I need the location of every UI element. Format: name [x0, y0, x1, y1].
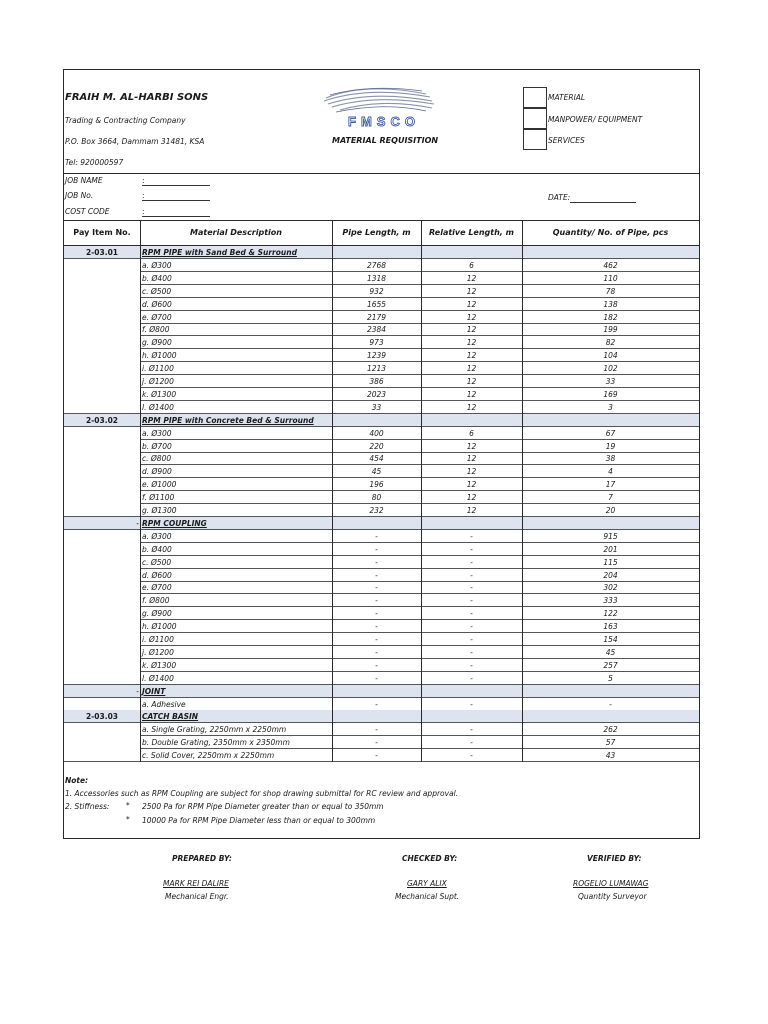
quantity-cell: 169 [603, 389, 618, 399]
description-cell: g. Ø900 [142, 338, 172, 348]
prepared-by-title: Mechanical Engr. [165, 892, 229, 901]
quantity-cell: 182 [603, 312, 618, 322]
pipe-length-cell: 1655 [366, 299, 387, 309]
pipe-length-cell: - [375, 544, 378, 554]
header-bottom-border [64, 245, 699, 246]
relative-length-cell: 12 [466, 299, 477, 309]
description-cell: a. Ø300 [142, 428, 172, 438]
pay-item-cell [64, 646, 140, 659]
doc-title: MATERIAL REQUISITION [332, 136, 439, 145]
checked-by-label: CHECKED BY: [402, 854, 458, 863]
notes-stiffness-label: 2. Stiffness: [65, 802, 110, 811]
description-cell: d. Ø900 [142, 467, 172, 477]
pay-item-cell [64, 388, 140, 401]
pay-item-cell [64, 491, 140, 504]
requisition-sheet [63, 69, 700, 839]
pay-item-cell [64, 543, 140, 556]
quantity-cell: 19 [605, 441, 616, 451]
relative-length-cell: 12 [466, 325, 477, 335]
table-row [64, 620, 699, 633]
verified-by-name: ROGELIO LUMAWAG [573, 879, 649, 888]
description-cell: f. Ø1100 [142, 493, 175, 503]
relative-length-cell: - [470, 738, 473, 748]
relative-length-cell: 12 [466, 441, 477, 451]
pipe-length-cell: 1318 [366, 273, 387, 283]
pay-item-cell [64, 465, 140, 478]
table-row [64, 401, 699, 414]
relative-length-cell: 12 [466, 364, 477, 374]
checked-by-name: GARY ALIX [407, 879, 447, 888]
notes-title: Note: [65, 776, 89, 785]
pipe-length-cell: - [375, 673, 378, 683]
pipe-length-cell: 2768 [366, 260, 387, 270]
section-title: CATCH BASIN [142, 712, 199, 722]
quantity-cell: 462 [603, 260, 618, 270]
relative-length-cell: 12 [466, 454, 477, 464]
pipe-length-cell: 1213 [366, 364, 387, 374]
relative-length-cell: - [470, 531, 473, 541]
table-row [64, 672, 699, 685]
table-row [64, 336, 699, 349]
quantity-cell: 7 [608, 493, 613, 503]
description-cell: a. Ø300 [142, 260, 172, 270]
pay-item-cell [64, 285, 140, 298]
pipe-length-cell: 33 [371, 402, 382, 412]
notes-bullet2: 10000 Pa for RPM Pipe Diameter less than or equal to 300mm [142, 816, 376, 825]
table-row [64, 272, 699, 285]
quantity-cell: 257 [603, 660, 618, 670]
company-line1: Trading & Contracting Company [65, 116, 186, 125]
table-row [64, 556, 699, 569]
description-cell: h. Ø1000 [142, 351, 177, 361]
pay-item-cell: 2-03.03 [85, 712, 119, 722]
relative-length-cell: - [470, 570, 473, 580]
description-cell: j. Ø1200 [142, 647, 174, 657]
description-cell: c. Ø800 [142, 454, 172, 464]
table-row [64, 491, 699, 504]
quantity-cell: 333 [603, 596, 618, 606]
relative-length-cell: 6 [469, 260, 474, 270]
pay-item-cell [64, 259, 140, 272]
pipe-length-cell: - [375, 725, 378, 735]
quantity-cell: 163 [603, 622, 618, 632]
pipe-length-cell: - [375, 583, 378, 593]
pipe-length-cell: - [375, 647, 378, 657]
pipe-length-cell: - [375, 699, 378, 709]
quantity-cell: 45 [605, 647, 616, 657]
checkbox-label-material: MATERIAL [548, 93, 586, 102]
relative-length-cell: - [470, 635, 473, 644]
job-no-label: JOB No. [65, 191, 94, 200]
pipe-length-cell: - [375, 622, 378, 632]
relative-length-cell: 12 [466, 467, 477, 477]
description-cell: b. Ø400 [142, 273, 172, 283]
pay-item-cell [64, 311, 140, 324]
cost-code-label: COST CODE [65, 207, 110, 216]
relative-length-cell: 12 [466, 286, 477, 296]
quantity-cell: 262 [603, 725, 618, 735]
pipe-length-cell: 2384 [366, 325, 387, 335]
table-row [64, 569, 699, 582]
table-row [64, 749, 699, 762]
quantity-cell: 5 [608, 673, 613, 683]
quantity-cell: 17 [605, 480, 616, 490]
table-row [64, 452, 699, 465]
description-cell: b. Double Grating, 2350mm x 2350mm [142, 738, 290, 748]
pipe-length-cell: 2023 [366, 389, 387, 399]
table-row [64, 594, 699, 607]
column-divider [140, 220, 141, 762]
quantity-cell: 3 [608, 402, 613, 412]
quantity-cell: 82 [605, 338, 616, 348]
pay-item-cell [64, 336, 140, 349]
section-row [64, 517, 699, 530]
column-divider [332, 220, 333, 762]
notes-bullet2-icon: * [126, 815, 130, 824]
col-pipe-length: Pipe Length, m [342, 228, 411, 237]
column-divider [522, 220, 523, 762]
description-cell: h. Ø1000 [142, 622, 177, 632]
relative-length-cell: - [470, 544, 473, 554]
pay-item-cell [64, 659, 140, 672]
description-cell: b. Ø400 [142, 544, 172, 554]
table-row [64, 530, 699, 543]
relative-length-cell: - [470, 725, 473, 735]
table-row [64, 607, 699, 620]
relative-length-cell: 12 [466, 389, 477, 399]
cost-code-field[interactable]: : [142, 207, 210, 217]
column-divider [421, 220, 422, 762]
description-cell: l. Ø1400 [142, 673, 174, 683]
relative-length-cell: - [470, 596, 473, 606]
checked-by-title: Mechanical Supt. [395, 892, 460, 901]
section-title: JOINT [142, 686, 166, 696]
divider [64, 173, 699, 174]
relative-length-cell: - [470, 583, 473, 593]
job-name-field[interactable]: : [142, 176, 210, 186]
pipe-length-cell: - [375, 596, 378, 606]
description-cell: e. Ø700 [142, 583, 172, 593]
pay-item-cell [64, 298, 140, 311]
description-cell: d. Ø600 [142, 299, 172, 309]
quantity-cell: 199 [603, 325, 618, 335]
quantity-cell: 204 [603, 570, 618, 580]
col-description: Material Description [190, 228, 282, 237]
pipe-length-cell: 220 [369, 441, 384, 451]
pipe-length-cell: - [375, 738, 378, 748]
col-quantity: Quantity/ No. of Pipe, pcs [552, 228, 669, 237]
pipe-length-cell: 386 [369, 377, 384, 386]
quantity-cell: 122 [603, 609, 618, 619]
table-row [64, 633, 699, 646]
pipe-length-cell: 45 [371, 467, 382, 477]
relative-length-cell: 12 [466, 493, 477, 503]
table-top-border [64, 220, 699, 221]
relative-length-cell: - [470, 609, 473, 619]
quantity-cell: 33 [605, 377, 616, 386]
pay-item-cell: - [136, 518, 139, 528]
relative-length-cell: - [470, 647, 473, 657]
section-title: RPM COUPLING [142, 518, 207, 528]
row-border [64, 761, 699, 762]
table-row [64, 298, 699, 311]
pipe-length-cell: 932 [369, 286, 384, 296]
table-row [64, 646, 699, 659]
table-row [64, 362, 699, 375]
services-checkbox[interactable] [523, 129, 547, 150]
pay-item-cell [64, 362, 140, 375]
section-row [64, 710, 699, 723]
section-row [64, 685, 699, 698]
table-header [64, 220, 699, 246]
quantity-cell: 201 [603, 544, 618, 554]
notes-bullet1-icon: * [126, 801, 130, 810]
description-cell: a. Ø300 [142, 531, 172, 541]
description-cell: f. Ø800 [142, 325, 170, 335]
pay-item-cell [64, 569, 140, 582]
pipe-length-cell: - [375, 751, 378, 761]
pipe-length-cell: 2179 [366, 312, 387, 322]
quantity-cell: 110 [603, 273, 618, 283]
description-cell: a. Adhesive [142, 699, 186, 709]
description-cell: g. Ø900 [142, 609, 172, 619]
description-cell: j. Ø1200 [142, 377, 174, 386]
section-row [64, 246, 699, 259]
relative-length-cell: 12 [466, 377, 477, 386]
checkbox-label-manpower: MANPOWER/ EQUIPMENT [548, 115, 643, 124]
description-cell: d. Ø600 [142, 570, 172, 580]
company-address: P.O. Box 3664, Dammam 31481, KSA [65, 137, 205, 146]
checkbox-label-services: SERVICES [548, 136, 585, 145]
verified-by-label: VERIFIED BY: [587, 854, 642, 863]
quantity-cell: 43 [605, 751, 616, 761]
table-row [64, 504, 699, 517]
pipe-length-cell: - [375, 635, 378, 644]
pipe-length-cell: - [375, 609, 378, 619]
quantity-cell: 915 [603, 531, 618, 541]
description-cell: l. Ø1400 [142, 402, 174, 412]
pay-item-cell [64, 607, 140, 620]
pay-item-cell [64, 530, 140, 543]
quantity-cell: 67 [605, 428, 616, 438]
table-row [64, 723, 699, 736]
table-row [64, 375, 699, 388]
description-cell: g. Ø1300 [142, 506, 177, 515]
pay-item-cell: - [136, 686, 139, 696]
relative-length-cell: - [470, 660, 473, 670]
relative-length-cell: - [470, 557, 473, 567]
table-row [64, 698, 699, 711]
table-row [64, 285, 699, 298]
pay-item-cell [64, 272, 140, 285]
table-row [64, 349, 699, 362]
quantity-cell: 154 [603, 635, 618, 644]
quantity-cell: 302 [603, 583, 618, 593]
col-relative-length: Relative Length, m [429, 228, 514, 237]
table-row [64, 259, 699, 272]
relative-length-cell: 12 [466, 351, 477, 361]
relative-length-cell: 12 [466, 273, 477, 283]
table-row [64, 440, 699, 453]
section-row [64, 414, 699, 427]
pay-item-cell [64, 349, 140, 362]
relative-length-cell: 12 [466, 312, 477, 322]
description-cell: i. Ø1100 [142, 635, 174, 644]
relative-length-cell: - [470, 673, 473, 683]
pipe-length-cell: - [375, 570, 378, 580]
quantity-cell: 138 [603, 299, 618, 309]
quantity-cell: 4 [608, 467, 613, 477]
description-cell: i. Ø1100 [142, 364, 174, 374]
pay-item-cell [64, 633, 140, 646]
pipe-length-cell: 454 [369, 454, 384, 464]
date-label: DATE: [548, 193, 571, 202]
description-cell: c. Ø500 [142, 557, 172, 567]
table-row [64, 427, 699, 440]
quantity-cell: 78 [605, 286, 616, 296]
prepared-by-name: MARK REI DALIRE [163, 879, 229, 888]
pay-item-cell: 2-03.02 [85, 415, 119, 425]
pipe-length-cell: 232 [369, 506, 384, 515]
description-cell: k. Ø1300 [142, 389, 177, 399]
relative-length-cell: 12 [466, 402, 477, 412]
pay-item-cell [64, 556, 140, 569]
pay-item-cell [64, 620, 140, 633]
pipe-length-cell: 400 [369, 428, 384, 438]
quantity-cell: 102 [603, 364, 618, 374]
job-no-field[interactable]: : [142, 191, 210, 201]
pipe-length-cell: - [375, 660, 378, 670]
quantity-cell: 115 [603, 557, 618, 567]
quantity-cell: 57 [605, 738, 616, 748]
fmsco-logo [306, 84, 462, 130]
pay-item-cell [64, 736, 140, 749]
pipe-length-cell: - [375, 557, 378, 567]
relative-length-cell: 6 [469, 428, 474, 438]
pay-item-cell [64, 440, 140, 453]
pay-item-cell [64, 581, 140, 594]
relative-length-cell: 12 [466, 338, 477, 348]
description-cell: a. Single Grating, 2250mm x 2250mm [142, 725, 287, 735]
job-name-label: JOB NAME [65, 176, 103, 185]
quantity-cell: 38 [605, 454, 616, 464]
table-row [64, 478, 699, 491]
table-row [64, 388, 699, 401]
description-cell: c. Solid Cover, 2250mm x 2250mm [142, 751, 275, 761]
relative-length-cell: - [470, 622, 473, 632]
description-cell: c. Ø500 [142, 286, 172, 296]
table-row [64, 581, 699, 594]
pay-item-cell [64, 478, 140, 491]
table-row [64, 543, 699, 556]
pay-item-cell [64, 594, 140, 607]
pay-item-cell [64, 452, 140, 465]
relative-length-cell: - [470, 751, 473, 761]
section-title: RPM PIPE with Sand Bed & Surround [142, 248, 297, 257]
pipe-length-cell: 80 [371, 493, 382, 503]
company-tel: Tel: 920000597 [65, 158, 124, 167]
quantity-cell: 104 [603, 351, 618, 361]
section-title: RPM PIPE with Concrete Bed & Surround [142, 415, 314, 425]
description-cell: k. Ø1300 [142, 660, 177, 670]
table-row [64, 323, 699, 336]
col-pay-item: Pay Item No. [73, 228, 131, 237]
relative-length-cell: 12 [466, 506, 477, 515]
quantity-cell: 20 [605, 506, 616, 515]
description-cell: f. Ø800 [142, 596, 170, 606]
prepared-by-label: PREPARED BY: [172, 854, 232, 863]
company-name: FRAIH M. AL-HARBI SONS [65, 92, 209, 103]
manpower-checkbox[interactable] [523, 108, 547, 129]
notes-bullet1: 2500 Pa for RPM Pipe Diameter greater than or equal to 350mm [142, 802, 384, 811]
pipe-length-cell: 973 [369, 338, 384, 348]
pay-item-cell [64, 427, 140, 440]
table-row [64, 736, 699, 749]
pay-item-cell [64, 375, 140, 388]
relative-length-cell: - [470, 699, 473, 709]
pipe-length-cell: 196 [369, 480, 384, 490]
table-row [64, 311, 699, 324]
material-checkbox[interactable] [523, 87, 547, 108]
table-row [64, 659, 699, 672]
description-cell: e. Ø1000 [142, 480, 177, 490]
relative-length-cell: 12 [466, 480, 477, 490]
description-cell: e. Ø700 [142, 312, 172, 322]
quantity-cell: - [609, 699, 612, 709]
table-row [64, 465, 699, 478]
pipe-length-cell: - [375, 531, 378, 541]
pay-item-cell [64, 323, 140, 336]
notes-line1: 1. Accessories such as RPM Coupling are subject for shop drawing submittal for RC review and approval. [65, 789, 459, 798]
description-cell: b. Ø700 [142, 441, 172, 451]
date-field[interactable] [570, 202, 636, 203]
pay-item-cell [64, 723, 140, 736]
pay-item-cell: 2-03.01 [85, 248, 119, 257]
logo-text: FMSCO [348, 114, 420, 129]
verified-by-title: Quantity Surveyor [578, 892, 647, 901]
logo-swoosh-icon [306, 84, 462, 130]
pipe-length-cell: 1239 [366, 351, 387, 361]
